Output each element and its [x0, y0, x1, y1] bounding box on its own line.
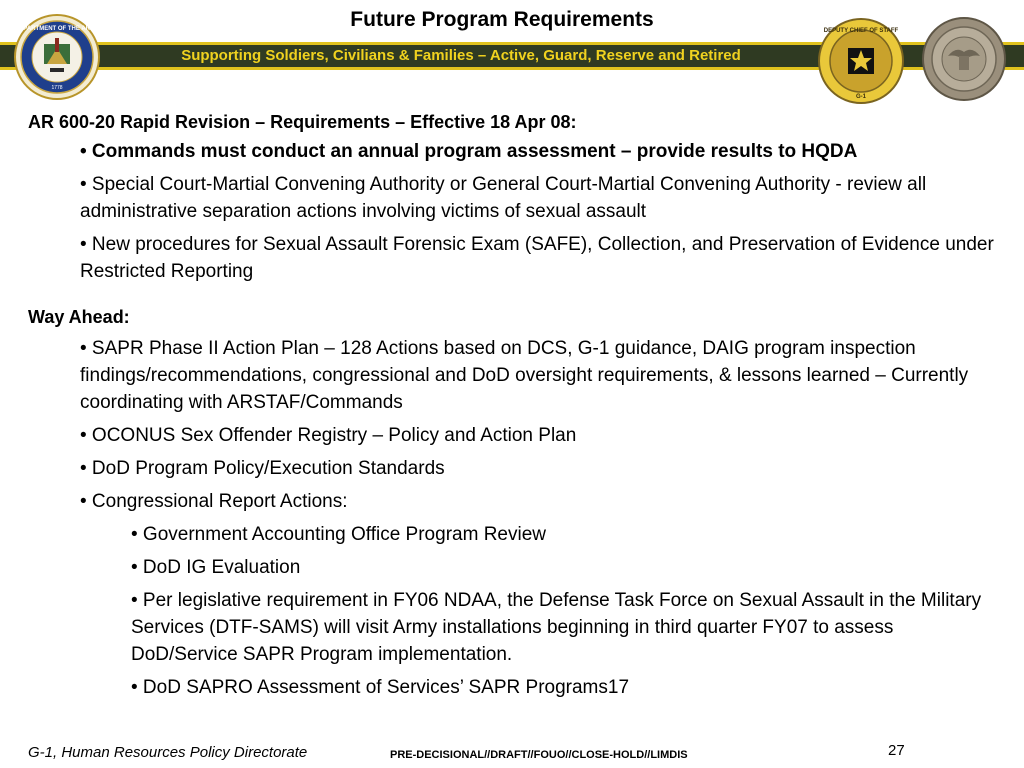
sub-bullet-dod-ig: • DoD IG Evaluation [131, 557, 301, 578]
svg-text:DEPARTMENT OF THE ARMY: DEPARTMENT OF THE ARMY [15, 26, 99, 32]
office-seal-icon [922, 16, 1006, 102]
section-heading-way-ahead: Way Ahead: [28, 307, 130, 327]
slide-body [28, 110, 998, 701]
sub-bullet-sapro-assessment: • DoD SAPRO Assessment of Services’ SAPR Programs17 [131, 677, 630, 698]
footer-directorate: G-1, Human Resources Policy Directorate [28, 744, 308, 761]
bullet-convening-authority: • Special Court-Martial Convening Authority or General Court-Martial Convening Authority - review all administrative separation actions involving victims of sexual assault [80, 174, 927, 222]
deputy-chief-of-staff-g1-seal-icon [818, 18, 904, 104]
svg-text:DEPUTY CHIEF OF STAFF: DEPUTY CHIEF OF STAFF [823, 28, 899, 34]
section-heading-ar600-20: AR 600-20 Rapid Revision – Requirements – Effective 18 Apr 08: [28, 112, 577, 132]
sub-bullet-dtf-sams: • Per legislative requirement in FY06 NDAA, the Defense Task Force on Sexual Assault in the Military Services (DTF-SAMS) will visit Army installations beginning in third quarter FY07 to assess DoD/Service SAPR Program implementation. [131, 590, 982, 665]
bullet-congressional-report: • Congressional Report Actions: [80, 491, 348, 512]
bullet-oconus-registry: • OCONUS Sex Offender Registry – Policy and Action Plan [80, 425, 577, 446]
svg-text:G-1: G-1 [855, 94, 867, 100]
bullet-sapr-phase-ii: • SAPR Phase II Action Plan – 128 Actions based on DCS, G-1 guidance, DAIG program inspection findings/recommendations, congressional and DoD oversight requirements, & lessons learned – Currently coordinating with ARSTAF/Commands [80, 338, 969, 413]
footer-classification: PRE-DECISIONAL//DRAFT//FOUO//CLOSE-HOLD//LIMDIS [390, 749, 688, 761]
bullet-safe-procedures: • New procedures for Sexual Assault Forensic Exam (SAFE), Collection, and Preservation of Evidence under Restricted Reporting [80, 234, 994, 282]
bullet-dod-policy: • DoD Program Policy/Execution Standards [80, 458, 445, 479]
department-of-the-army-seal-icon [14, 14, 100, 100]
slide-subtitle: Supporting Soldiers, Civilians & Families – Active, Guard, Reserve and Retired [181, 47, 741, 64]
slide-title: Future Program Requirements [350, 8, 654, 31]
svg-text:1778: 1778 [51, 85, 63, 91]
sub-bullet-gao-review: • Government Accounting Office Program Review [131, 524, 546, 545]
page-number: 27 [888, 742, 905, 759]
bullet-annual-assessment: • Commands must conduct an annual program assessment – provide results to HQDA [80, 141, 858, 162]
